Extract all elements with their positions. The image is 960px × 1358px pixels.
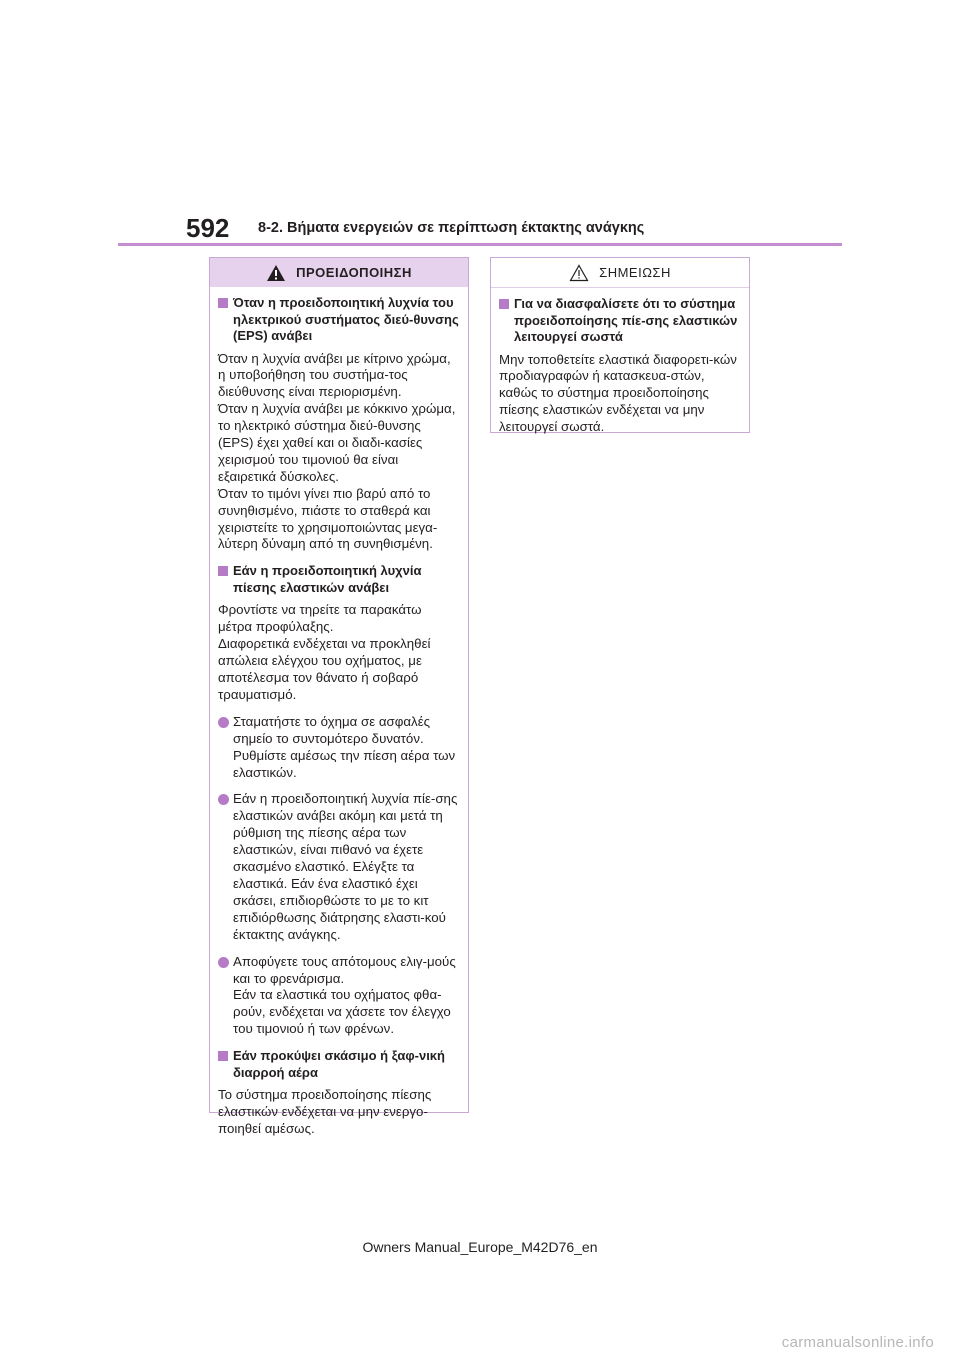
square-bullet-icon bbox=[218, 298, 228, 308]
note-box bbox=[490, 257, 750, 433]
footer-text: Owners Manual_Europe_M42D76_en bbox=[362, 1239, 598, 1255]
list-item: Σταματήστε το όχημα σε ασφαλές σημείο το συντομότερο δυνατόν. Ρυθμίστε αμέσως την πίεση αέρα των ελαστικών. bbox=[218, 714, 459, 782]
warning-paragraph: Όταν η λυχνία ανάβει με κίτρινο χρώμα, η υποβοήθηση του συστήμα-τος διεύθυνσης είναι περιορισμένη. Όταν η λυχνία ανάβει με κόκκινο χρώμα, το ηλεκτρικό σύστημα διεύ-θυνσης (EPS) έχει χαθεί και οι διαδι-κασίες χειρισμού του τιμονιού θα είναι εξαιρετικά δύσκολες. Όταν το τιμόνι γίνει πιο βαρύ από το συνηθισμένο, πιάστε το σταθερά και χειριστείτε το χρησιμοποιώντας μεγα-λύτερη δύναμη από τη συνηθισμένη. bbox=[218, 350, 456, 552]
warning-box bbox=[209, 257, 469, 1136]
square-bullet-icon bbox=[499, 299, 509, 309]
note-box-header bbox=[491, 258, 749, 288]
circle-bullet-icon bbox=[218, 717, 229, 728]
square-bullet-icon bbox=[218, 1051, 228, 1061]
circle-bullet-icon bbox=[218, 957, 229, 968]
warning-paragraph: Φροντίστε να τηρείτε τα παρακάτω μέτρα προφύλαξης. Διαφορετικά ενδέχεται να προκληθεί απώλεια ελέγχου του οχήματος, με αποτέλεσμα τον θάνατο ή σοβαρό τραυματισμό. bbox=[218, 602, 431, 702]
warning-box-body bbox=[210, 287, 468, 1138]
warning-box-title: ΠΡΟΕΙΔΟΠΟΙΗΣΗ bbox=[296, 265, 412, 280]
note-box-body bbox=[491, 288, 749, 436]
warning-triangle-icon bbox=[266, 264, 286, 282]
warning-subheading-tire-pressure: Εάν η προειδοποιητική λυχνία πίεσης ελαστικών ανάβει bbox=[218, 563, 459, 596]
caution-triangle-outline-icon bbox=[569, 264, 589, 282]
watermark: carmanualsonline.info bbox=[781, 1334, 934, 1351]
note-box-title: ΣΗΜΕΙΩΣΗ bbox=[599, 265, 671, 280]
warning-subheading-eps: Όταν η προειδοποιητική λυχνία του ηλεκτρικού συστήματος διεύ-θυνσης (EPS) ανάβει bbox=[218, 295, 459, 345]
circle-bullet-icon bbox=[218, 794, 229, 805]
warning-paragraph: Το σύστημα προειδοποίησης πίεσης ελαστικών ενδέχεται να μην ενεργο-ποιηθεί αμέσως. bbox=[218, 1087, 432, 1136]
section-title: 8-2. Βήματα ενεργειών σε περίπτωση έκτακτης ανάγκης bbox=[258, 220, 645, 236]
header-divider bbox=[118, 243, 842, 246]
page-header bbox=[0, 0, 960, 250]
page-number: 592 bbox=[186, 213, 230, 243]
list-item: Αποφύγετε τους απότομους ελιγ-μούς και το φρενάρισμα. Εάν τα ελαστικά του οχήματος φθα-ρούν, ενδέχεται να χάσετε τον έλεγχο του τιμονιού ή των φρένων. bbox=[218, 954, 459, 1039]
list-item: Εάν η προειδοποιητική λυχνία πίε-σης ελαστικών ανάβει ακόμη και μετά τη ρύθμιση της πίεσης αέρα των ελαστικών, είναι πιθανό να έχετε σκασμένο ελαστικό. Ελέγξτε τα ελαστικά. Εάν ένα ελαστικό έχει σκάσει, επιδιορθώστε το με το κιτ επιδιόρθωσης διάτρησης ελαστι-κού έκτακτης ανάγκης. bbox=[218, 791, 459, 943]
note-paragraph: Μην τοποθετείτε ελαστικά διαφορετι-κών προδιαγραφών ή κατασκευα-στών, καθώς το σύστημα προειδοποίησης πίεσης ελαστικών ενδέχεται να μην λειτουργεί σωστά. bbox=[499, 351, 737, 435]
square-bullet-icon bbox=[218, 566, 228, 576]
warning-box-header bbox=[210, 258, 468, 287]
note-subheading: Για να διασφαλίσετε ότι το σύστημα προειδοποίησης πίε-σης ελαστικών λειτουργεί σωστά bbox=[499, 296, 740, 346]
warning-subheading-puncture: Εάν προκύψει σκάσιμο ή ξαφ-νική διαρροή αέρα bbox=[218, 1048, 459, 1081]
